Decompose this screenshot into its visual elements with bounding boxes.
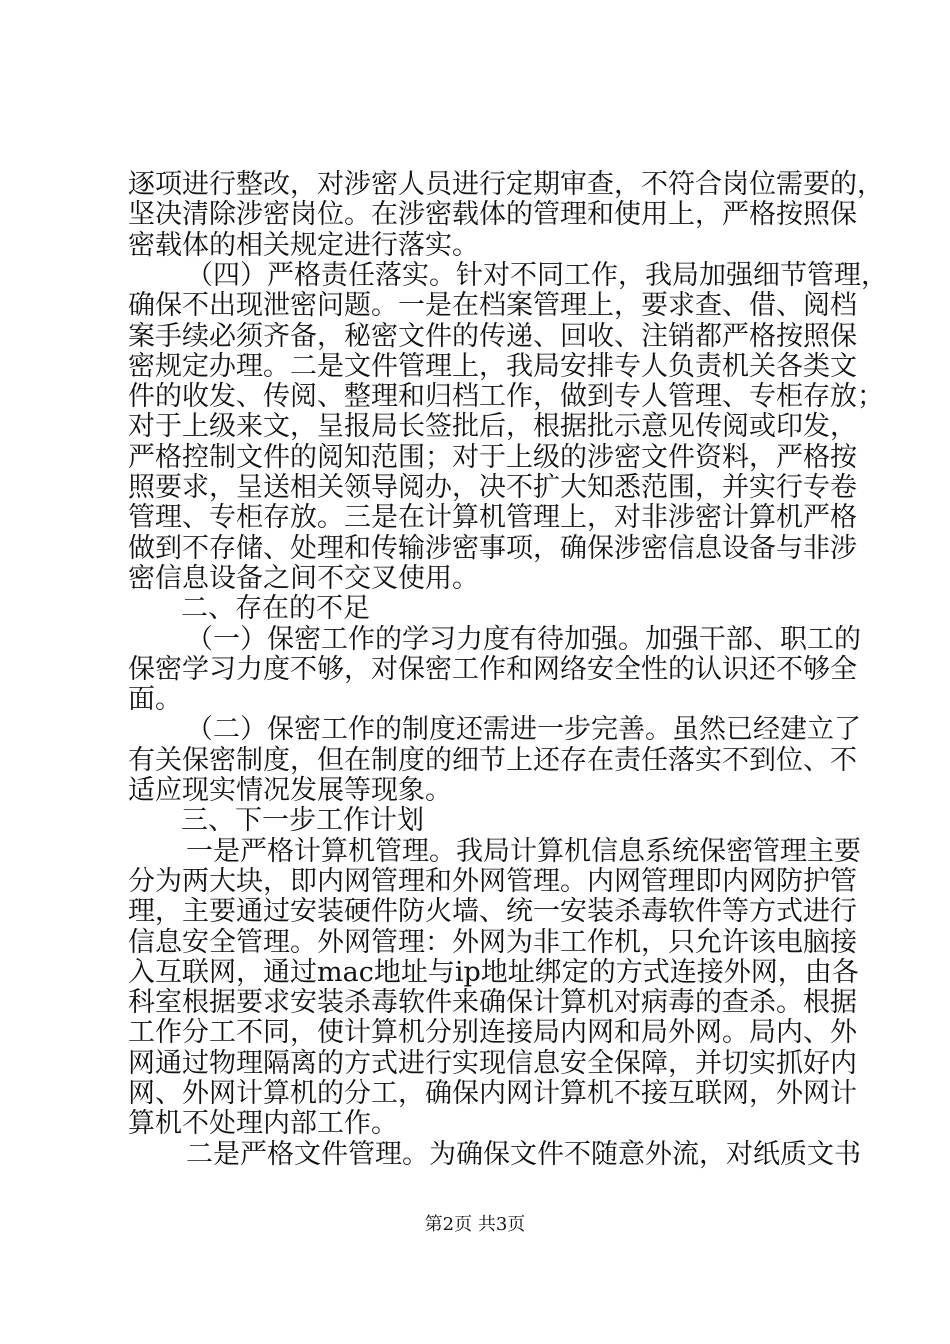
body-line: 对于上级来文，呈报局长签批后，根据批示意见传阅或印发， — [128, 411, 857, 443]
body-line: 入互联网，通过mac地址与ip地址绑定的方式连接外网，由各 — [128, 956, 859, 988]
body-line: 密载体的相关规定进行落实。 — [128, 229, 479, 261]
body-line: 网、外网计算机的分工，确保内网计算机不接互联网，外网计 — [128, 1078, 857, 1109]
page-number: 第2页 共3页 — [424, 1214, 526, 1235]
body-line: 确保不出现泄密问题。一是在档案管理上，要求查、借、阅档 — [128, 290, 857, 322]
body-line: 严格控制文件的阅知范围；对于上级的涉密文件资料，严格按 — [128, 441, 857, 473]
body-line: 密信息设备之间不交叉使用。 — [128, 562, 479, 594]
body-line: 科室根据要求安装杀毒软件来确保计算机对病毒的查杀。根据 — [128, 987, 857, 1019]
body-line: 有关保密制度，但在制度的细节上还存在责任落实不到位、不 — [128, 744, 857, 776]
body-line: 保密学习力度不够，对保密工作和网络安全性的认识还不够全 — [128, 653, 857, 685]
body-line: 适应现实情况发展等现象。 — [128, 775, 452, 806]
body-line: 密规定办理。二是文件管理上，我局安排专人负责机关各类文 — [128, 350, 857, 382]
body-line: 理，主要通过安装硬件防火墙、统一安装杀毒软件等方式进行 — [128, 896, 857, 928]
body-line: （二）保密工作的制度还需进一步完善。虽然已经建立了 — [186, 714, 861, 746]
body-line: 工作分工不同，使计算机分别连接局内网和局外网。局内、外 — [128, 1017, 857, 1049]
body-line: 分为两大块，即内网管理和外网管理。内网管理即内网防护管 — [128, 865, 857, 897]
section-heading: 三、下一步工作计划 — [181, 805, 424, 837]
body-line: 坚决清除涉密岗位。在涉密载体的管理和使用上，严格按照保 — [128, 199, 857, 231]
body-line: 算机不处理内部工作。 — [128, 1108, 398, 1140]
body-line: 信息安全管理。外网管理：外网为非工作机，只允许该电脑接 — [128, 926, 857, 958]
body-line: 一是严格计算机管理。我局计算机信息系统保密管理主要 — [186, 835, 861, 867]
body-line: 逐项进行整改，对涉密人员进行定期审查，不符合岗位需要的， — [128, 169, 884, 200]
body-line: （四）严格责任落实。针对不同工作，我局加强细节管理， — [186, 259, 888, 291]
body-line: 二是严格文件管理。为确保文件不随意外流，对纸质文书 — [186, 1138, 861, 1170]
body-line: 照要求，呈送相关领导阅办，决不扩大知悉范围，并实行专卷 — [128, 472, 857, 503]
body-line: 管理、专柜存放。三是在计算机管理上，对非涉密计算机严格 — [128, 502, 857, 534]
body-line: （一）保密工作的学习力度有待加强。加强干部、职工的 — [186, 623, 861, 655]
body-line: 网通过物理隔离的方式进行实现信息安全保障，并切实抓好内 — [128, 1047, 857, 1079]
body-line: 做到不存储、处理和传输涉密事项，确保涉密信息设备与非涉 — [128, 532, 857, 564]
body-line: 件的收发、传阅、整理和归档工作，做到专人管理、专柜存放； — [128, 381, 884, 413]
body-line: 案手续必须齐备，秘密文件的传递、回收、注销都严格按照保 — [128, 320, 857, 352]
section-heading: 二、存在的不足 — [181, 593, 370, 625]
body-line: 面。 — [128, 684, 182, 716]
